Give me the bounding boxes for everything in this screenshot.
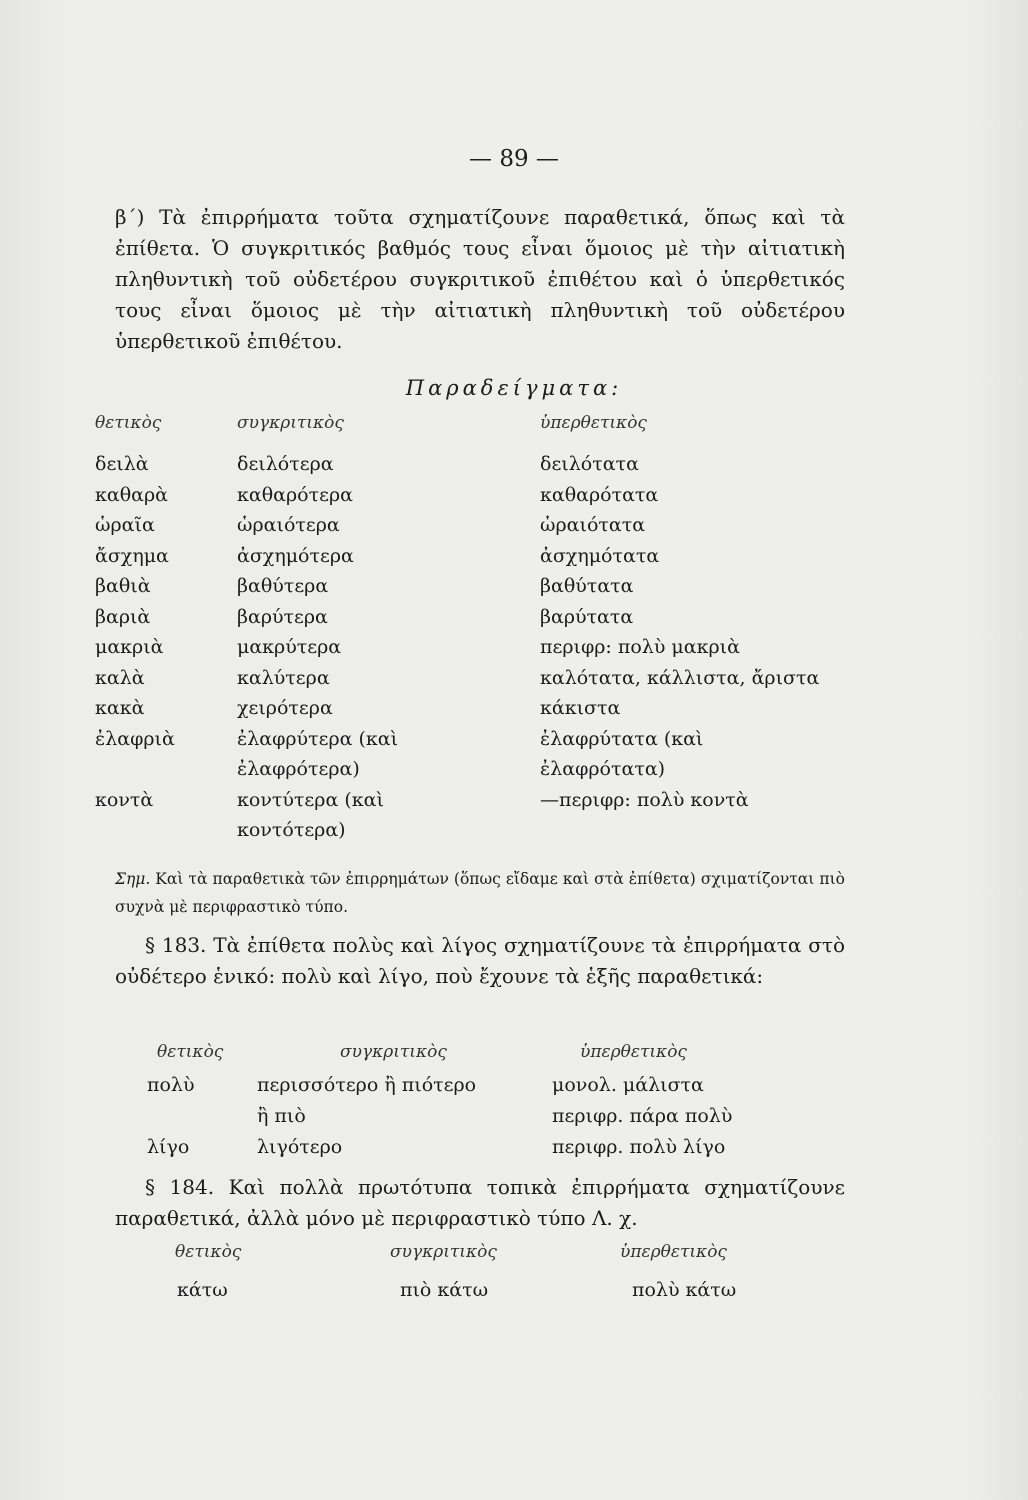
comparative-cell: μακρύτερα [237,636,342,658]
comparative-cell: καθαρότερα [237,483,353,506]
superlative-cell: βαθύτατα [540,575,634,597]
comparative-cell: κοντότερα) [237,819,346,841]
note-label: Σημ. [115,870,151,888]
comparative-cell: περισσότερο ἢ πιότερο [257,1074,477,1096]
header-positive: θετικὸς [157,1042,224,1062]
positive-cell: ἄσχημα [95,544,169,567]
positive-cell: κάτω [177,1279,228,1301]
superlative-cell: ἐλαφρότατα) [540,758,666,780]
superlative-cell: καλότατα, κάλλιστα, ἄριστα [540,666,820,689]
section-183-text: § 183. Τὰ ἐπίθετα πολὺς καὶ λίγος σχηματίζουνε τὰ ἐπιρρήματα στὸ οὐδέτερο ἑνικό: πολὺ καὶ λίγο, ποὺ ἔχουνε τὰ ἑξῆς παραθετικά: [115,933,845,988]
comparative-cell: λιγότερο [257,1136,343,1158]
superlative-cell: περιφρ: πολὺ μακριὰ [540,636,740,658]
superlative-cell: περιφρ. πολὺ λίγο [552,1136,726,1158]
positive-cell: μακριὰ [95,636,164,658]
superlative-cell: ὡραιότατα [540,514,646,536]
page-number: — 89 — [469,146,559,172]
superlative-cell: μονολ. μάλιστα [552,1074,704,1096]
section-184-text: § 184. Καὶ πολλὰ πρωτότυπα τοπικὰ ἐπιρρήματα σχηματίζουνε παραθετικά, ἀλλὰ μόνο μὲ περιφραστικὸ τύπο Λ. χ. [115,1175,845,1230]
note-text: Καὶ τὰ παραθετικὰ τῶν ἐπιρρημάτων (ὅπως εἴδαμε καὶ στὰ ἐπίθετα) σχιματίζονται πιὸ συχνὰ μὲ περιφραστικὸ τύπο. [115,870,845,916]
superlative-cell: πολὺ κάτω [632,1279,737,1301]
positive-cell: βαριὰ [95,605,151,628]
note [115,865,845,921]
comparative-cell: ἢ πιὸ [257,1105,306,1127]
positive-cell: κακὰ [95,697,145,719]
positive-cell: κοντὰ [95,788,154,811]
superlative-cell: ἀσχημότατα [540,544,660,567]
examples-heading: Παραδείγματα: [405,376,623,400]
comparative-cell: βαθύτερα [237,575,329,597]
comparative-cell: βαρύτερα [237,605,328,628]
comparative-cell: ὡραιότερα [237,514,340,536]
positive-cell: ὡραῖα [95,514,155,536]
header-superlative: ὑπερθετικὸς [620,1242,727,1262]
header-positive: θετικὸς [175,1242,242,1262]
comparative-cell: καλύτερα [237,666,330,689]
positive-cell: ἐλαφριὰ [95,727,175,750]
header-comparative: συγκριτικὸς [237,413,344,433]
superlative-cell: περιφρ. πάρα πολὺ [552,1105,733,1127]
positive-cell: βαθιὰ [95,575,151,597]
header-comparative: συγκριτικὸς [390,1242,497,1262]
positive-cell: καθαρὰ [95,483,168,506]
comparative-cell: ἐλαφρύτερα (καὶ [237,727,399,750]
header-superlative: ὑπερθετικὸς [580,1042,687,1062]
superlative-cell: —περιφρ: πολὺ κοντὰ [540,788,749,811]
comparative-cell: ἀσχημότερα [237,544,354,567]
positive-cell: καλὰ [95,666,145,689]
superlative-cell: βαρύτατα [540,605,634,628]
comparative-cell: πιὸ κάτω [400,1279,489,1301]
comparative-cell: ἐλαφρότερα) [237,758,360,780]
section-184 [115,1172,845,1234]
header-superlative: ὑπερθετικὸς [540,413,647,433]
intro-paragraph: β΄) Τὰ ἐπιρρήματα τοῦτα σχηματίζουνε παραθετικά, ὅπως καὶ τὰ ἐπίθετα. Ὁ συγκριτικός βαθμός τους εἶναι ὅμοιος μὲ τὴν αἰτιατικὴ πληθυντικὴ τοῦ οὐδετέρου συγκριτικοῦ ἐπιθέτου καὶ ὁ ὑπερθετικός τους εἶναι ὅμοιος μὲ τὴν αἰτιατικὴ πληθυντικὴ τοῦ οὐδετέρου ὑπερθετικοῦ ἐπιθέτου. [115,205,845,353]
superlative-cell: δειλότατα [540,453,639,475]
header-positive: θετικὸς [95,413,162,433]
superlative-cell: κάκιστα [540,697,621,719]
comparative-cell: κοντύτερα (καὶ [237,788,384,811]
superlative-cell: ἐλαφρύτατα (καὶ [540,727,704,750]
header-comparative: συγκριτικὸς [340,1042,447,1062]
comparative-cell: χειρότερα [237,697,333,719]
section-183 [115,930,845,992]
comparative-cell: δειλότερα [237,453,334,475]
positive-cell: λίγο [147,1136,190,1158]
positive-cell: πολὺ [147,1074,195,1096]
positive-cell: δειλὰ [95,453,149,475]
superlative-cell: καθαρότατα [540,483,659,506]
